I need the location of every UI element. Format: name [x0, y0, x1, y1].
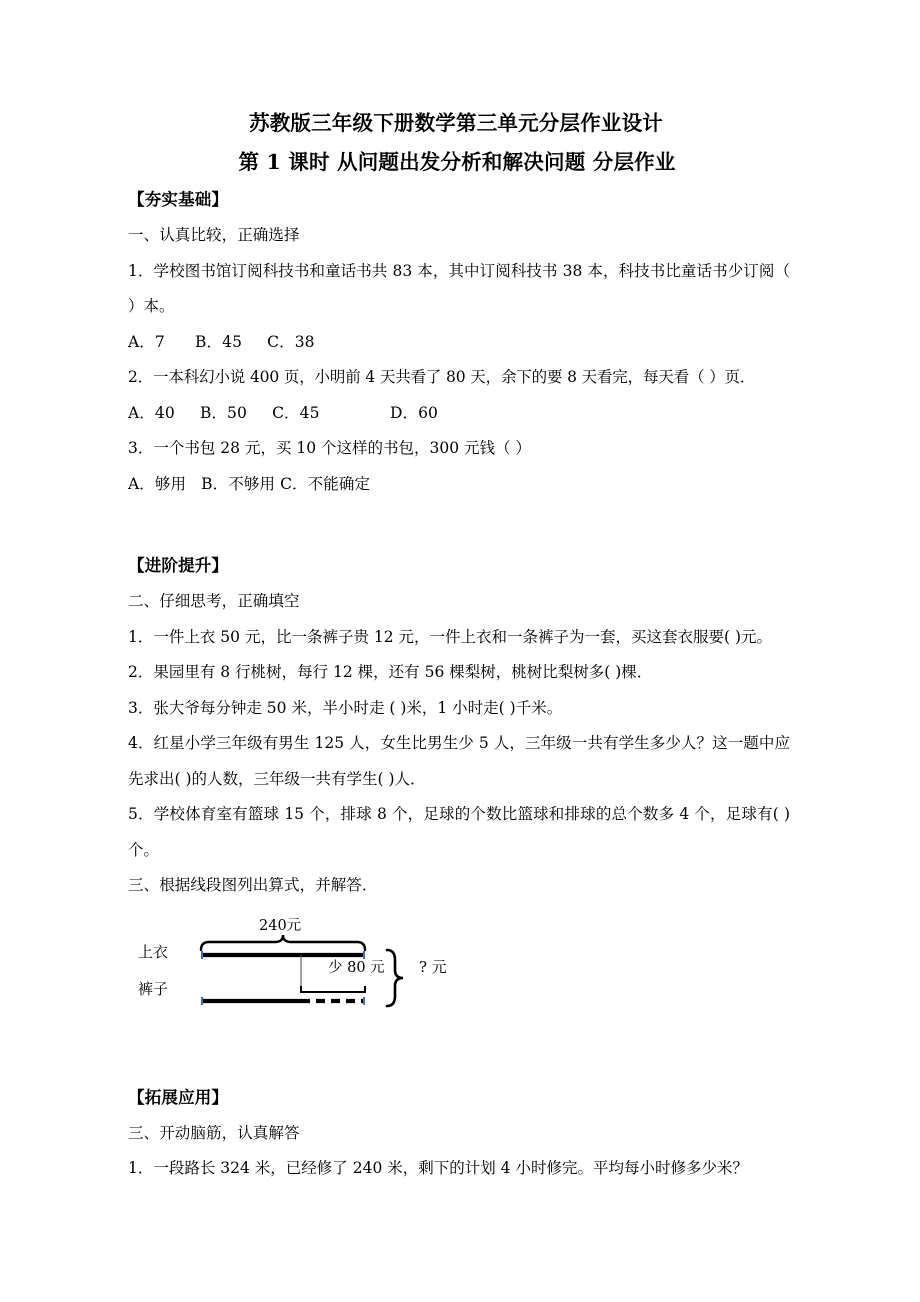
line-segment-diagram-wrap — [128, 914, 790, 1034]
group-heading-choice: 一、认真比较，正确选择 — [128, 226, 300, 244]
question-advance-4: 4．红星小学三年级有男生 125 人，女生比男生少 5 人，三年级一共有学生多少人？这一题中应先求出( )的人数，三年级一共有学生( )人． — [128, 734, 790, 788]
question-advance-5: 5．学校体育室有篮球 15 个，排球 8 个，足球的个数比篮球和排球的总个数多 4 个，足球有( )个。 — [128, 805, 790, 859]
diagram-label-top-bar: 上衣 — [138, 942, 169, 961]
question-basics-1: 1．学校图书馆订阅科技书和童话书共 83 本，其中订阅科技书 38 本，科技书比童话书少订阅（ ）本。 — [128, 261, 790, 315]
group-heading-line-diagram: 三、根据线段图列出算式，并解答． — [128, 876, 378, 894]
choices-basics-2: A．40 B．50 C．45 D．60 — [128, 403, 439, 422]
brace-total-240 — [201, 935, 365, 950]
question-basics-3: 3．一个书包 28 元，买 10 个这样的书包，300 元钱（ ） — [128, 439, 531, 457]
page-title-line-2: 第 1 课时 从问题出发分析和解决问题 分层作业 — [238, 150, 676, 174]
question-advance-1: 1．一件上衣 50 元，比一条裤子贵 12 元，一件上衣和一条裤子为一套，买这套衣服要( )元。 — [128, 627, 773, 646]
section-heading-advance: 【进阶提升】 — [128, 556, 229, 575]
question-advance-3: 3．张大爷每分钟走 50 米，半小时走 ( )米，1 小时走( )千米。 — [128, 698, 563, 717]
question-advance-2: 2．果园里有 8 行桃树，每行 12 棵，还有 56 棵梨树，桃树比梨树多( )棵． — [128, 663, 653, 681]
section-heading-extend: 【拓展应用】 — [128, 1087, 229, 1107]
diagram-label-total: 240元 — [259, 917, 302, 934]
section-heading-basics: 【夯实基础】 — [128, 190, 229, 209]
choices-basics-1: A．7 B．45 C．38 — [128, 332, 315, 351]
page-title-line-1: 苏教版三年级下册数学第三单元分层作业设计 — [249, 111, 663, 135]
bracket-difference-80 — [301, 987, 365, 992]
question-extend-1: 1．一段路长 324 米，已经修了 240 米，剩下的计划 4 小时修完。平均每小时修多少米？ — [128, 1159, 748, 1177]
group-heading-solve: 三、开动脑筋，认真解答 — [128, 1123, 300, 1142]
question-basics-2: 2．一本科幻小说 400 页，小明前 4 天共看了 80 天，余下的要 8 天看完，每天看（ ）页． — [128, 368, 756, 386]
brace-question-total — [387, 950, 403, 1006]
line-segment-diagram — [138, 914, 478, 1029]
diagram-label-question: ? 元 — [419, 957, 447, 976]
group-heading-fill-blank: 二、仔细思考，正确填空 — [128, 592, 300, 610]
diagram-label-difference: 少 80 元 — [328, 959, 385, 976]
choices-basics-3: A．够用 B．不够用 C．不能确定 — [128, 474, 371, 493]
diagram-label-bottom-bar: 裤子 — [138, 979, 169, 998]
